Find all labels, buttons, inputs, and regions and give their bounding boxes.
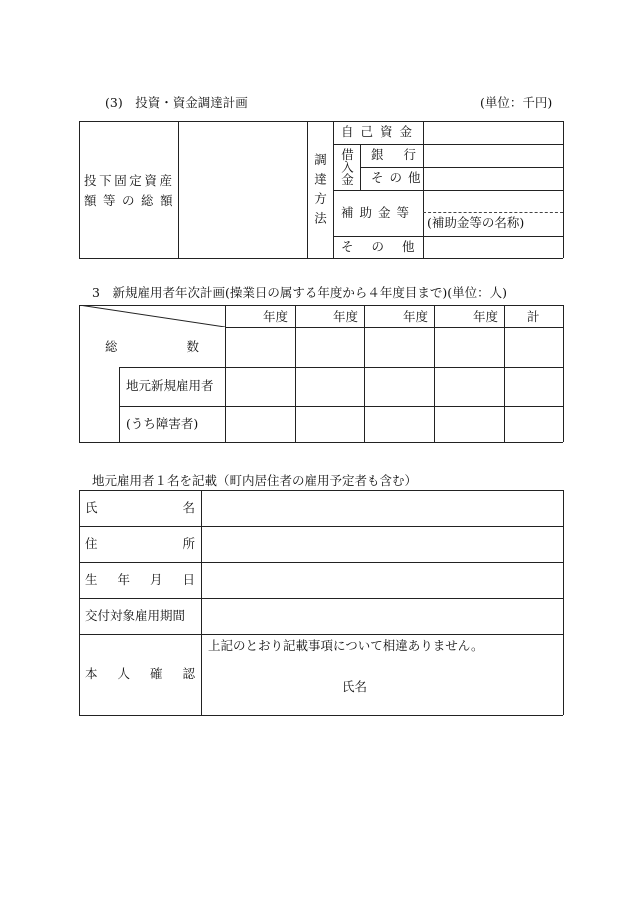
hiring-cell[interactable] (505, 368, 562, 405)
period-label: 交付対象雇用期間 (85, 608, 186, 623)
fixed-assets-total-input[interactable] (179, 122, 306, 257)
hiring-cell[interactable] (296, 407, 363, 441)
subsidy-input[interactable] (424, 191, 562, 211)
other-loan-label: その他 (371, 170, 427, 185)
others-label: その他 (341, 239, 433, 254)
address-label: 住 所 (85, 536, 195, 551)
hiring-cell[interactable] (505, 328, 562, 366)
confirm-label: 本 人 確 認 (85, 666, 195, 681)
disabled-hires-label: (うち障害者) (126, 416, 199, 431)
corner-diagonal-line (79, 305, 225, 327)
year-header-2: 年度 (333, 309, 359, 324)
signature-field[interactable] (375, 672, 560, 702)
funding-unit: (単位：千円) (480, 95, 553, 110)
hiring-cell[interactable] (435, 328, 503, 366)
bank-loan-input[interactable] (424, 145, 562, 166)
loan-label: 借入金 (339, 148, 355, 186)
bank-label: 銀行 (371, 147, 437, 162)
local-new-hires-label: 地元新規雇用者 (126, 378, 214, 393)
hiring-cell[interactable] (365, 328, 433, 366)
hiring-cell[interactable] (505, 407, 562, 441)
hiring-cell[interactable] (435, 368, 503, 405)
name-field[interactable] (202, 491, 562, 525)
year-header-3: 年度 (403, 309, 429, 324)
total-column-header: 計 (527, 309, 540, 324)
hiring-cell[interactable] (226, 328, 294, 366)
local-employee-heading: 地元雇用者１名を記載（町内居住者の雇用予定者も含む） (92, 473, 418, 488)
hiring-cell[interactable] (226, 368, 294, 405)
self-funds-label: 自己資金 (341, 124, 420, 139)
dob-field[interactable] (202, 563, 562, 597)
fixed-assets-label-line1: 投 下 固 定 資 産 (84, 173, 172, 188)
total-row-label: 総 数 (105, 339, 199, 354)
hiring-cell[interactable] (226, 407, 294, 441)
hiring-cell[interactable] (365, 407, 433, 441)
address-field[interactable] (202, 527, 562, 561)
name-label: 氏 名 (85, 500, 195, 515)
hiring-cell[interactable] (296, 368, 363, 405)
hiring-cell[interactable] (435, 407, 503, 441)
subsidy-label: 補助金等 (341, 205, 416, 220)
other-loan-input[interactable] (424, 168, 562, 189)
year-header-1: 年度 (263, 309, 289, 324)
self-funds-input[interactable] (424, 122, 562, 143)
hiring-cell[interactable] (365, 368, 433, 405)
subsidy-name-note: (補助金等の名称) (427, 215, 525, 230)
funding-heading: (3) 投資・資金調達計画 (105, 95, 248, 110)
period-field[interactable] (202, 599, 562, 633)
hiring-cell[interactable] (296, 328, 363, 366)
others-input[interactable] (424, 237, 562, 257)
dob-label: 生 年 月 日 (85, 572, 195, 587)
year-header-4: 年度 (473, 309, 499, 324)
method-label: 調達方法 (312, 153, 328, 231)
signature-label: 氏名 (342, 679, 368, 694)
hiring-heading: 3 新規雇用者年次計画(操業日の属する年度から４年度目まで)(単位：人) (92, 285, 507, 300)
confirm-statement: 上記のとおり記載事項について相違ありません。 (208, 638, 484, 653)
fixed-assets-label-line2: 額 等 の 総 額 (84, 193, 180, 208)
